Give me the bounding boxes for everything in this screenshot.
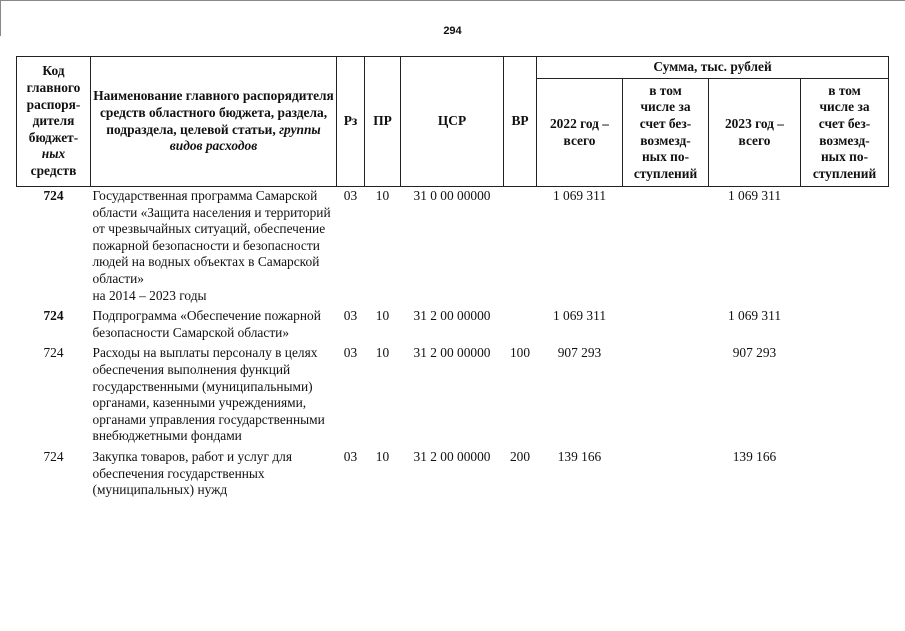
header-csr: ЦСР: [401, 57, 504, 187]
row-total-2023: 1 069 311: [727, 188, 782, 203]
row-rz: 03: [343, 345, 358, 361]
row-incl-2022: [623, 449, 709, 503]
row-pr: 10: [375, 188, 390, 203]
row-pr: 10: [375, 308, 390, 324]
row-vr: 100: [509, 345, 531, 361]
header-total-2022: 2022 год – всего: [537, 79, 623, 187]
row-pr: 10: [375, 345, 390, 361]
row-incl-2022: [623, 308, 709, 345]
header-total-2023: 2023 год – всего: [709, 79, 801, 187]
row-total-2023: 1 069 311: [727, 308, 782, 324]
header-vr: ВР: [504, 57, 537, 187]
header-sum-group: Сумма, тыс. рублей: [537, 57, 889, 79]
header-rz: Рз: [337, 57, 365, 187]
row-name: Расходы на выплаты персоналу в целях обеспечения выполнения функций государственными (муниципальными) органами, казенными учреждениями, органами управления государственными внебюджетными фондами: [92, 345, 325, 444]
row-incl-2023: [801, 345, 889, 449]
row-rz: 03: [343, 448, 358, 464]
table-header: [17, 57, 889, 187]
header-code: Код главного распоря- дителя бюджет- ных средств: [17, 57, 91, 187]
row-incl-2023: [801, 449, 889, 503]
top-rule: [0, 0, 905, 1]
row-name: Закупка товаров, работ и услуг для обеспечения государственных (муниципальных) нужд: [92, 448, 292, 498]
row-csr: 31 0 00 00000: [413, 188, 491, 203]
table-row: [17, 449, 889, 503]
row-total-2022: 139 166: [557, 448, 602, 464]
header-incl-2022: в том числе за счет без- возмезд- ных по- ступлений: [623, 79, 709, 187]
row-incl-2022: [623, 187, 709, 309]
row-pr: 10: [375, 448, 390, 464]
table-row: [17, 187, 889, 309]
table-body: [17, 187, 889, 503]
header-pr: ПР: [365, 57, 401, 187]
row-rz: 03: [343, 308, 358, 324]
row-name: Подпрограмма «Обеспечение пожарной безопасности Самарской области»: [92, 308, 321, 340]
row-csr: 31 2 00 00000: [413, 345, 491, 361]
row-code: 724: [43, 448, 64, 464]
row-code: 724: [43, 345, 64, 361]
row-total-2022: 1 069 311: [552, 308, 607, 324]
row-name: Государственная программа Самарской области «Защита населения и территорий от чрезвычайных ситуаций, обеспечение пожарной безопасности и безопасности людей на водных объектах в Самарской области» на 2014 – 2023 годы: [92, 188, 331, 303]
row-incl-2023: [801, 187, 889, 309]
row-code: 724: [43, 188, 64, 203]
table-row: [17, 308, 889, 345]
header-name: Наименование главного распорядителя средств областного бюджета, раздела, подраздела, целевой статьи, группы видов расходов: [91, 57, 337, 187]
row-vr: [504, 187, 537, 309]
row-code: 724: [43, 308, 64, 324]
header-incl-2023: в том числе за счет без- возмезд- ных по- ступлений: [801, 79, 889, 187]
row-total-2023: 139 166: [732, 448, 777, 464]
row-vr: 200: [509, 448, 531, 464]
table-row: [17, 345, 889, 449]
row-csr: 31 2 00 00000: [413, 448, 491, 464]
page-number: 294: [443, 25, 462, 37]
row-rz: 03: [343, 188, 358, 203]
row-incl-2022: [623, 345, 709, 449]
row-total-2022: 907 293: [557, 345, 602, 361]
budget-table: [16, 56, 889, 503]
row-total-2023: 907 293: [732, 345, 777, 361]
row-vr: [504, 308, 537, 345]
row-incl-2023: [801, 308, 889, 345]
row-total-2022: 1 069 311: [552, 188, 607, 203]
row-csr: 31 2 00 00000: [413, 308, 491, 324]
